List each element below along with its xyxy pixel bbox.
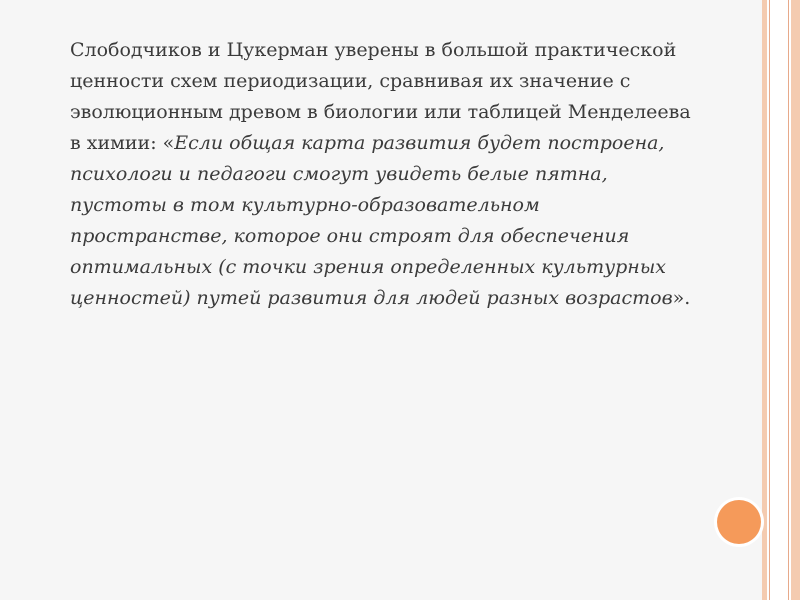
right-frame-line [788,0,789,600]
quote-text: Если общая карта развития будет построена, психологи и педагоги смогут увидеть белые пятна, пустоты в том культурно-образовательном пространстве, которое они строят для обеспечения оптимальных (с точки зрения определенных культурных ценностей) путей развития для людей разных возрастов [70,132,673,309]
right-frame-line [769,0,770,600]
body-paragraph [70,35,692,314]
decorative-circle [717,500,761,544]
bullet-item [42,35,692,314]
quote-end: ». [672,287,691,309]
slide-content [42,35,692,314]
plain-text: Слободчиков и Цукерман уверены в большой практической ценности схем периодизации, сравнивая их значение с эволюционным древом в биологии или таблицей Менделеева в химии: « [70,39,691,154]
